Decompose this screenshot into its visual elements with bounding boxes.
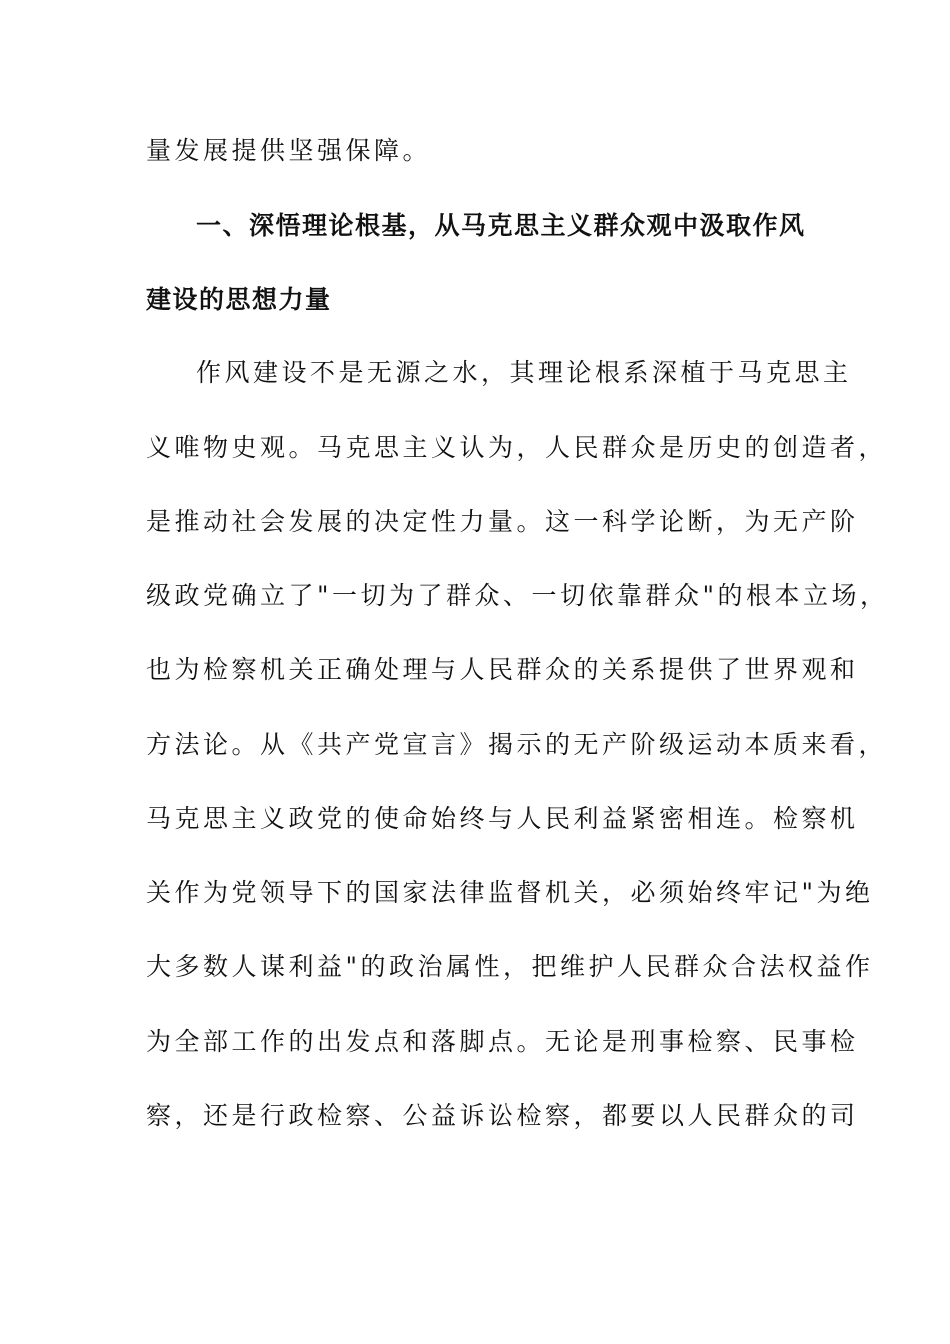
paragraph-line: 义唯物史观。马克思主义认为，人民群众是历史的创造者， — [146, 433, 888, 462]
paragraph-line: 大多数人谋利益"的政治属性，把维护人民群众合法权益作 — [146, 952, 874, 981]
section-heading-line: 一、深悟理论根基，从马克思主义群众观中汲取作风 — [196, 211, 806, 240]
paragraph-line: 也为检察机关正确处理与人民群众的关系提供了世界观和 — [146, 655, 859, 684]
paragraph-line: 为全部工作的出发点和落脚点。无论是刑事检察、民事检 — [146, 1027, 859, 1056]
paragraph-line: 关作为党领导下的国家法律监督机关，必须始终牢记"为绝 — [146, 878, 874, 907]
paragraph-line: 马克思主义政党的使命始终与人民利益紧密相连。检察机 — [146, 804, 859, 833]
section-heading-line: 建设的思想力量 — [146, 285, 332, 314]
paragraph-line: 是推动社会发展的决定性力量。这一科学论断，为无产阶 — [146, 507, 859, 536]
paragraph-line: 量发展提供坚强保障。 — [146, 136, 432, 165]
paragraph-line: 作风建设不是无源之水，其理论根系深植于马克思主 — [196, 358, 852, 387]
paragraph-line: 方法论。从《共产党宣言》揭示的无产阶级运动本质来看， — [146, 730, 888, 759]
paragraph-line: 级政党确立了"一切为了群众、一切依靠群众"的根本立场， — [146, 581, 889, 610]
paragraph-line: 察，还是行政检察、公益诉讼检察，都要以人民群众的司 — [146, 1101, 859, 1130]
